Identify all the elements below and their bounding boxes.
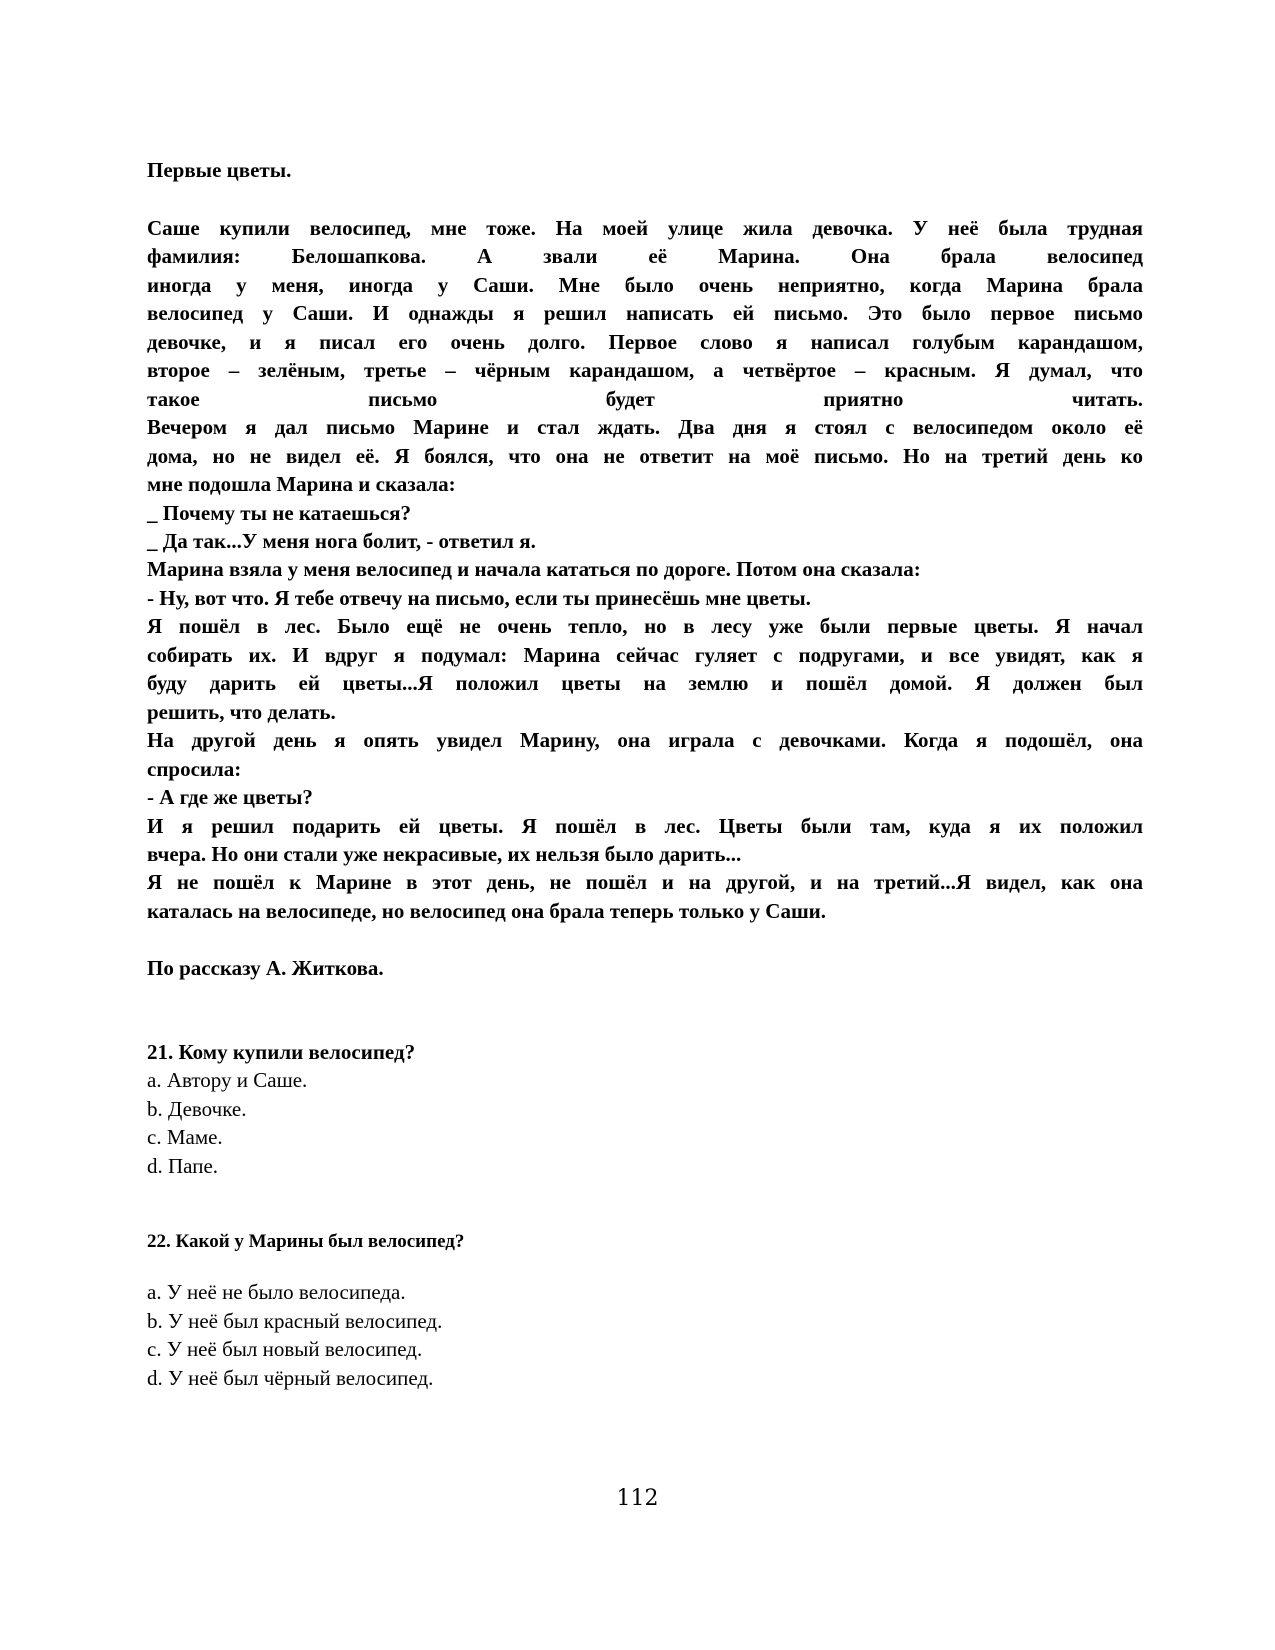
story-line: девочке, и я писал его очень долго. Первое слово я написал голубым карандашом, — [147, 329, 1143, 354]
story-line: - Ну, вот что. Я тебе отвечу на письмо, если ты принесёшь мне цветы. — [147, 585, 811, 610]
story-text — [147, 214, 1143, 925]
story-line: решить, что делать. — [147, 699, 336, 724]
answer-option-d: d. Папе. — [147, 1153, 219, 1178]
question-text: 21. Кому купили велосипед? — [147, 1040, 416, 1064]
story-line: Я пошёл в лес. Было ещё не очень тепло, но в лесу уже были первые цветы. Я начал — [147, 614, 1143, 639]
story-line: мне подошла Марина и сказала: — [147, 472, 456, 497]
story-line: иногда у меня, иногда у Саши. Мне было очень неприятно, когда Марина брала — [147, 272, 1143, 297]
story-line: такое письмо будет приятно читать. — [147, 386, 1143, 411]
story-line: - А где же цветы? — [147, 785, 313, 810]
story-line: дома, но не видел её. Я боялся, что она не ответит на моё письмо. Но на третий день ко — [147, 443, 1143, 468]
question-21 — [147, 1038, 1143, 1180]
story-line: вчера. Но они стали уже некрасивые, их нельзя было дарить... — [147, 841, 742, 866]
answer-option-d: d. У неё был чёрный велосипед. — [147, 1365, 434, 1390]
answer-option-c: c. У неё был новый велосипед. — [147, 1337, 423, 1362]
answer-option-a: a. Автору и Саше. — [147, 1068, 308, 1092]
story-credit: По рассказу А. Житкова. — [147, 956, 384, 980]
story-line: буду дарить ей цветы...Я положил цветы на землю и пошёл домой. Я должен был — [147, 671, 1143, 696]
story-line: собирать их. И вдруг я подумал: Марина сейчас гуляет с подругами, и все увидят, как я — [147, 642, 1143, 667]
answer-option-a: a. У неё не было велосипеда. — [147, 1280, 406, 1304]
question-22 — [147, 1228, 1143, 1392]
page-number: 112 — [616, 1486, 659, 1511]
story-line: На другой день я опять увидел Марину, она играла с девочками. Когда я подошёл, она — [147, 728, 1143, 753]
story-line: Саше купили велосипед, мне тоже. На моей улице жила девочка. У неё была трудная — [147, 216, 1143, 240]
answer-option-c: c. Маме. — [147, 1125, 223, 1150]
story-line: фамилия: Белошапкова. А звали её Марина. Она брала велосипед — [147, 244, 1143, 269]
question-text: 22. Какой у Марины был велосипед? — [147, 1231, 465, 1252]
story-line: велосипед у Саши. И однажды я решил написать ей письмо. Это было первое письмо — [147, 301, 1143, 326]
story-line: спросила: — [147, 756, 242, 781]
story-line: Я не пошёл к Марине в этот день, не пошёл и на другой, и на третий...Я видел, как она — [147, 870, 1143, 895]
story-line: _ Почему ты не катаешься? — [147, 500, 412, 525]
story-line: _ Да так...У меня нога болит, - ответил я. — [147, 528, 536, 553]
story-line: Вечером я дал письмо Марине и стал ждать. Два дня я стоял с велосипедом около её — [147, 415, 1143, 440]
story-title: Первые цветы. — [147, 158, 292, 182]
story-line: Марина взяла у меня велосипед и начала кататься по дороге. Потом она сказала: — [147, 557, 921, 582]
story-line: И я решил подарить ей цветы. Я пошёл в лес. Цветы были там, куда я их положил — [147, 813, 1143, 838]
answer-option-b: b. Девочке. — [147, 1096, 247, 1121]
story-line: каталась на велосипеде, но велосипед она брала теперь только у Саши. — [147, 898, 827, 923]
answer-option-b: b. У неё был красный велосипед. — [147, 1308, 443, 1333]
story-line: второе – зелёным, третье – чёрным карандашом, а четвёртое – красным. Я думал, что — [147, 358, 1143, 383]
